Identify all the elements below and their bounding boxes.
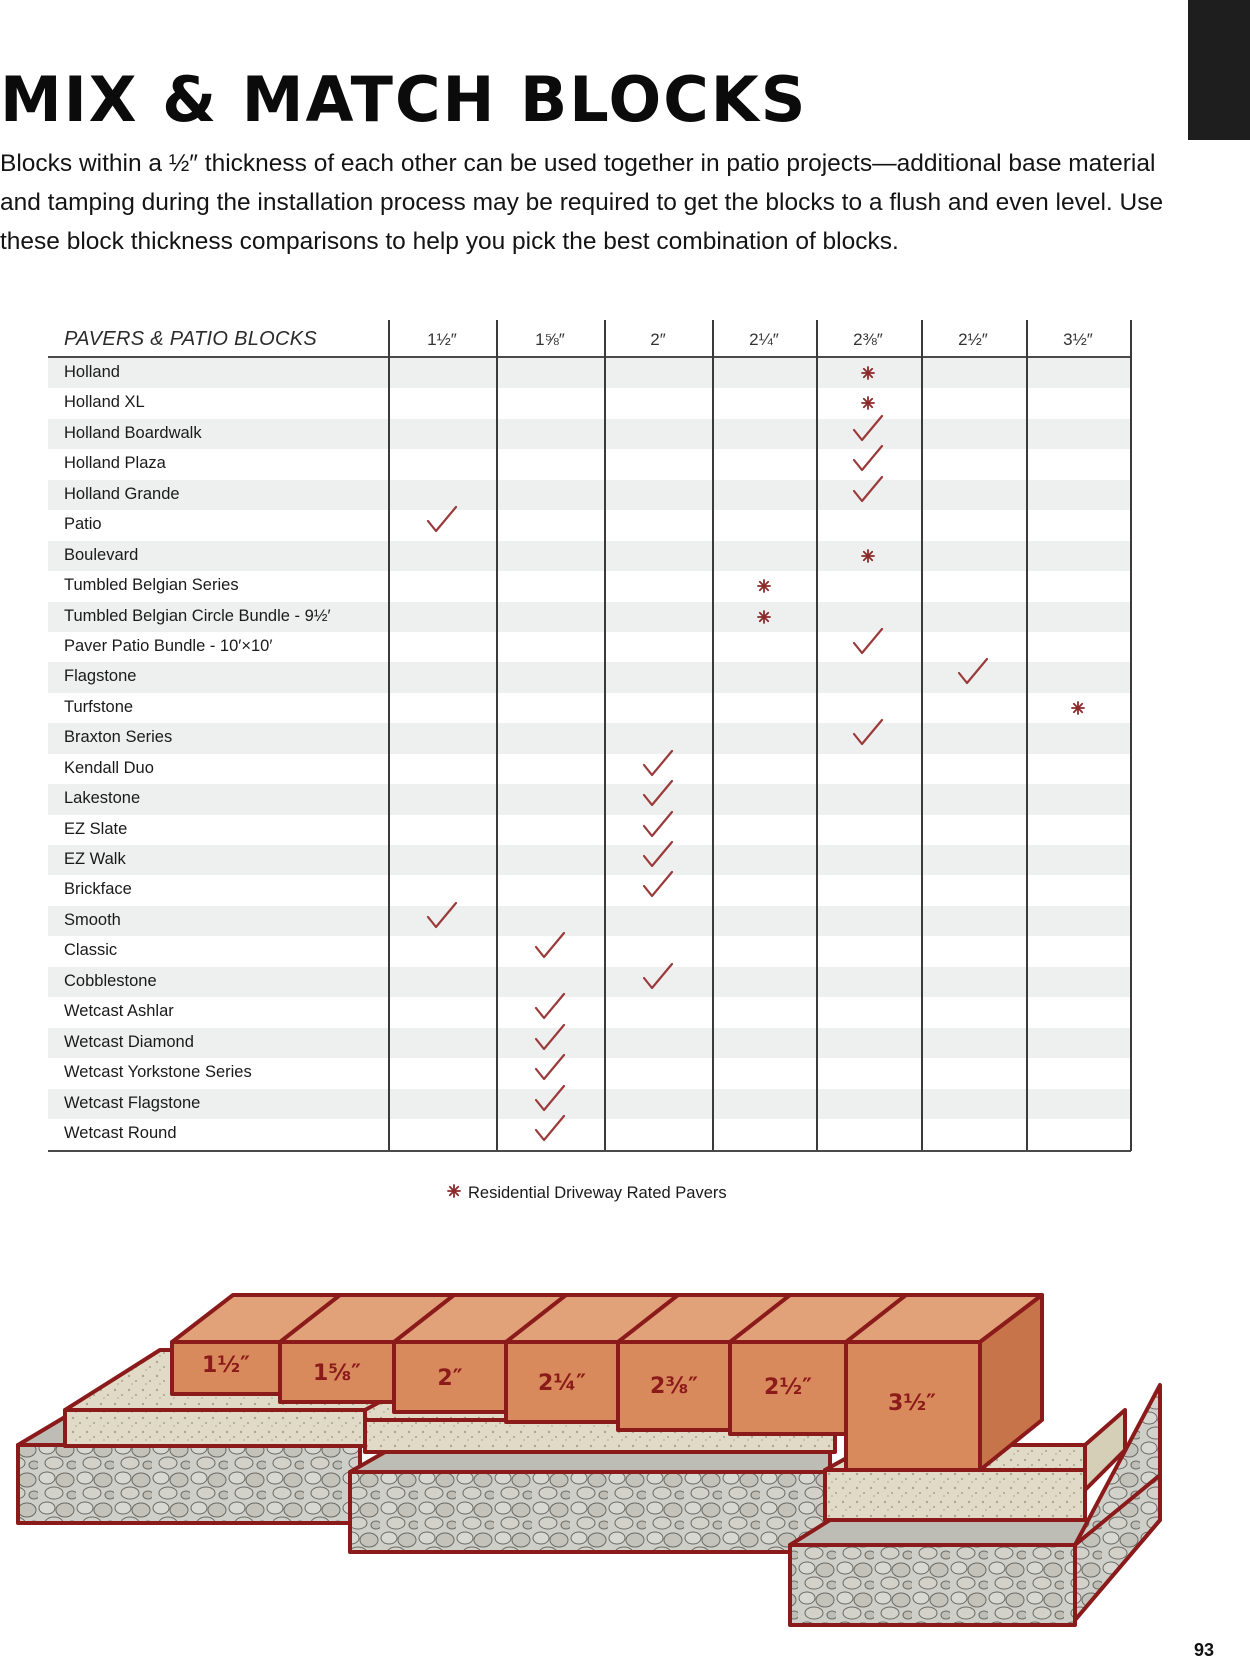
column-header-1: 1½″ — [427, 330, 457, 349]
table-row — [48, 1028, 1131, 1058]
column-divider — [1130, 320, 1132, 1151]
thickness-comparison-table — [48, 322, 1131, 1149]
illustration-label-7: 3½″ — [888, 1391, 936, 1416]
product-name: Holland XL — [64, 393, 145, 412]
illustration-label-2: 1⅝″ — [313, 1361, 361, 1386]
table-row — [48, 1089, 1131, 1119]
column-header-3: 2″ — [650, 330, 666, 349]
table-row — [48, 358, 1131, 388]
block-thickness-illustration — [0, 1280, 1250, 1660]
table-row — [48, 449, 1131, 479]
check-icon — [848, 626, 888, 656]
product-name: Brickface — [64, 880, 132, 899]
table-row — [48, 662, 1131, 692]
product-name: Wetcast Yorkstone Series — [64, 1063, 252, 1082]
check-icon — [530, 1113, 570, 1143]
product-name: EZ Walk — [64, 850, 126, 868]
product-name: Patio — [64, 515, 102, 534]
product-name: Smooth — [64, 910, 121, 929]
table-body — [48, 358, 1131, 1149]
table-row — [48, 784, 1131, 814]
check-icon — [638, 839, 678, 869]
table-row — [48, 419, 1131, 449]
table-header — [48, 322, 1131, 358]
illustration-label-4: 2¼″ — [538, 1371, 586, 1396]
column-header-5: 2⅜″ — [853, 330, 883, 349]
intro-paragraph: Blocks within a ½″ thickness of each other can be used together in patio projects—additional base material and tamping during the installation process may be required to get the blocks to a flush and even level. Use these block thickness comparisons to help you pick the best combination of blocks. — [0, 150, 1164, 255]
table-row — [48, 906, 1131, 936]
table-row — [48, 997, 1131, 1027]
product-name: Classic — [64, 941, 118, 960]
column-divider — [1026, 320, 1028, 1151]
product-name: Holland — [64, 363, 120, 381]
product-name: Kendall Duo — [64, 758, 154, 777]
product-name: Braxton Series — [64, 728, 173, 747]
check-icon — [422, 900, 462, 930]
column-header-2: 1⅝″ — [535, 330, 565, 349]
illustration-label-5: 2⅜″ — [650, 1374, 698, 1399]
asterisk-icon — [848, 358, 888, 388]
column-header-4: 2¼″ — [749, 330, 779, 349]
product-name: Tumbled Belgian Series — [64, 576, 239, 595]
column-divider — [496, 320, 498, 1151]
product-name: EZ Slate — [64, 819, 128, 838]
asterisk-icon — [744, 602, 784, 632]
column-header-6: 2½″ — [958, 330, 988, 349]
product-name: Turfstone — [64, 697, 134, 716]
table-row — [48, 967, 1131, 997]
product-name: Boulevard — [64, 545, 139, 564]
product-name: Holland Grande — [64, 484, 180, 503]
check-icon — [638, 809, 678, 839]
legend — [446, 1183, 727, 1204]
product-name: Wetcast Diamond — [64, 1032, 194, 1051]
column-divider — [816, 320, 818, 1151]
check-icon — [953, 656, 993, 686]
table-row — [48, 480, 1131, 510]
product-name: Cobblestone — [64, 971, 157, 990]
check-icon — [848, 474, 888, 504]
column-divider — [921, 320, 923, 1151]
illustration-label-6: 2½″ — [764, 1375, 812, 1400]
table-row — [48, 815, 1131, 845]
check-icon — [848, 413, 888, 443]
asterisk-icon — [744, 571, 784, 601]
table-row — [48, 541, 1131, 571]
table-row — [48, 1119, 1131, 1149]
product-name: Wetcast Ashlar — [64, 1002, 174, 1021]
page-number: 93 — [1193, 1640, 1214, 1660]
check-icon — [530, 1083, 570, 1113]
table-row — [48, 754, 1131, 784]
table-row — [48, 571, 1131, 601]
table-row — [48, 693, 1131, 723]
table-row — [48, 510, 1131, 540]
table-row — [48, 1058, 1131, 1088]
product-name: Paver Patio Bundle - 10′×10′ — [64, 636, 273, 655]
illustration-label-1: 1½″ — [202, 1353, 250, 1378]
table-row — [48, 723, 1131, 753]
check-icon — [422, 504, 462, 534]
product-name: Lakestone — [64, 789, 141, 808]
check-icon — [638, 778, 678, 808]
check-icon — [638, 961, 678, 991]
asterisk-icon — [848, 541, 888, 571]
asterisk-icon — [446, 1183, 462, 1204]
table-bottom-rule — [48, 1150, 1131, 1152]
column-header-7: 3½″ — [1063, 330, 1093, 349]
product-name: Wetcast Round — [64, 1123, 177, 1142]
table-row — [48, 936, 1131, 966]
check-icon — [530, 1052, 570, 1082]
table-row — [48, 602, 1131, 632]
table-row — [48, 875, 1131, 905]
table-row — [48, 388, 1131, 418]
asterisk-icon — [1058, 693, 1098, 723]
check-icon — [530, 991, 570, 1021]
product-name: Wetcast Flagstone — [64, 1093, 201, 1112]
check-icon — [848, 717, 888, 747]
product-name: Flagstone — [64, 667, 137, 686]
check-icon — [638, 748, 678, 778]
section-tab — [1188, 0, 1250, 140]
column-divider — [604, 320, 606, 1151]
check-icon — [638, 869, 678, 899]
column-divider — [712, 320, 714, 1151]
check-icon — [848, 443, 888, 473]
legend-text: Residential Driveway Rated Pavers — [468, 1184, 727, 1202]
column-divider — [388, 320, 390, 1151]
product-name: Tumbled Belgian Circle Bundle - 9½′ — [64, 606, 331, 625]
product-name: Holland Plaza — [64, 454, 166, 473]
product-name: Holland Boardwalk — [64, 423, 202, 442]
check-icon — [530, 930, 570, 960]
check-icon — [530, 1022, 570, 1052]
table-header-label: PAVERS & PATIO BLOCKS — [64, 328, 318, 350]
illustration-label-3: 2″ — [437, 1366, 463, 1391]
page-title: MIX & MATCH BLOCKS — [0, 63, 808, 136]
table-row — [48, 845, 1131, 875]
